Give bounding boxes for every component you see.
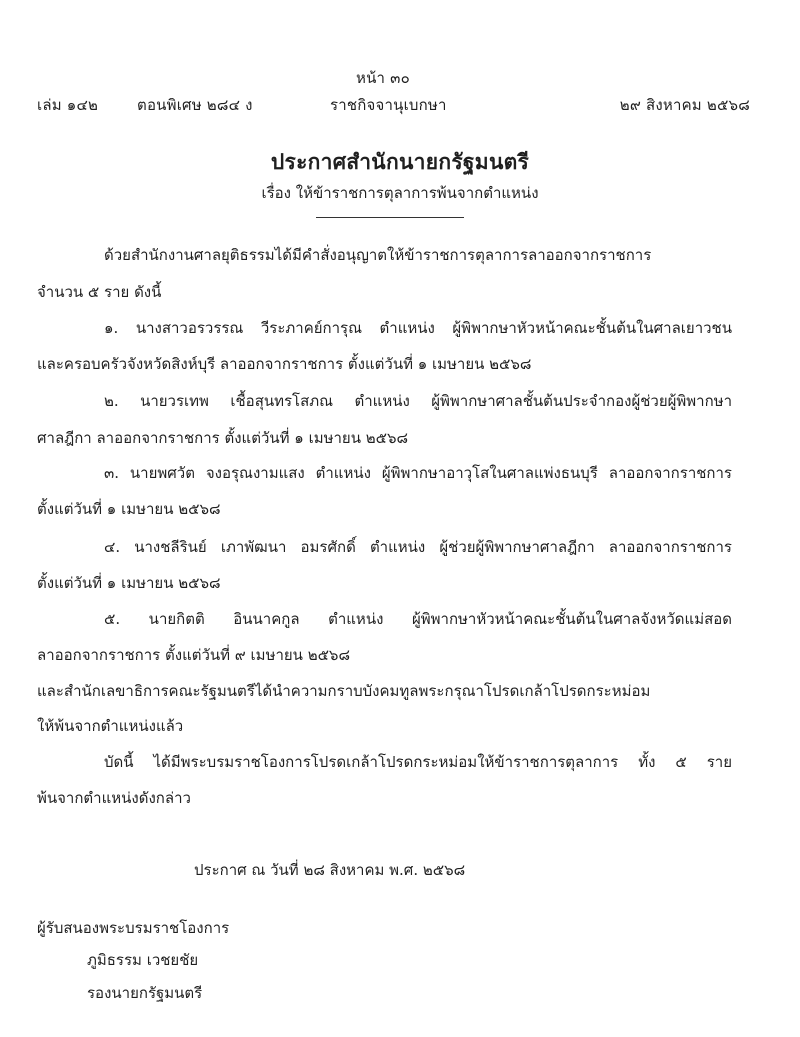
item-1-line-1: ๑. นางสาวอรวรรณ วีระภาคย์การุณ ตำแหน่ง ผู้พิพากษาหัวหน้าคณะชั้นต้นในศาลเยาวชน: [104, 319, 732, 337]
intro-line-2: จำนวน ๕ ราย ดังนี้: [37, 283, 162, 301]
royal-command-line-2: พ้นจากตำแหน่งดังกล่าว: [37, 789, 191, 807]
countersign-label: ผู้รับสนองพระบรมราชโองการ: [37, 919, 230, 937]
secretariat-line-1: และสำนักเลขาธิการคณะรัฐมนตรีได้นำความกราบบังคมทูลพระกรุณาโปรดเกล้าโปรดกระหม่อม: [37, 682, 651, 700]
item-3-line-1: ๓. นายพศวัต จงอรุณงามแสง ตำแหน่ง ผู้พิพากษาอาวุโสในศาลแพ่งธนบุรี ลาออกจากราชการ: [104, 464, 732, 482]
announcement-date: ประกาศ ณ วันที่ ๒๘ สิงหาคม พ.ศ. ๒๕๖๘: [194, 861, 466, 879]
item-5-line-2: ลาออกจากราชการ ตั้งแต่วันที่ ๙ เมษายน ๒๕๖๘: [37, 646, 351, 664]
intro-line-1: ด้วยสำนักงานศาลยุติธรรมได้มีคำสั่งอนุญาตให้ข้าราชการตุลาการลาออกจากราชการ: [104, 246, 652, 264]
item-2-line-2: ศาลฎีกา ลาออกจากราชการ ตั้งแต่วันที่ ๑ เมษายน ๒๕๖๘: [37, 429, 409, 447]
page-number: หน้า ๓๐: [356, 69, 410, 87]
secretariat-line-2: ให้พ้นจากตำแหน่งแล้ว: [37, 717, 184, 735]
volume-number: เล่ม ๑๔๒: [37, 96, 99, 114]
item-3-line-2: ตั้งแต่วันที่ ๑ เมษายน ๒๕๖๘: [37, 500, 221, 518]
item-4-line-1: ๔. นางชลีรินย์ เภาพัฒนา อมรศักดิ์ ตำแหน่ง ผู้ช่วยผู้พิพากษาศาลฎีกา ลาออกจากราชการ: [104, 538, 732, 556]
signatory-position: รองนายกรัฐมนตรี: [87, 984, 203, 1002]
gazette-name: ราชกิจจานุเบกษา: [330, 96, 447, 114]
item-5-line-1: ๕. นายกิตติ อินนาคกูล ตำแหน่ง ผู้พิพากษาหัวหน้าคณะชั้นต้นในศาลจังหวัดแม่สอด: [104, 610, 732, 628]
title-divider: [316, 217, 464, 218]
gazette-date: ๒๙ สิงหาคม ๒๕๖๘: [619, 96, 750, 114]
announcement-subject: เรื่อง ให้ข้าราชการตุลาการพ้นจากตำแหน่ง: [261, 184, 539, 202]
signatory-name: ภูมิธรรม เวชยชัย: [87, 951, 199, 969]
announcement-title: ประกาศสำนักนายกรัฐมนตรี: [270, 149, 530, 174]
issue-number: ตอนพิเศษ ๒๘๔ ง: [137, 96, 253, 114]
item-1-line-2: และครอบครัวจังหวัดสิงห์บุรี ลาออกจากราชการ ตั้งแต่วันที่ ๑ เมษายน ๒๕๖๘: [37, 355, 532, 373]
item-2-line-1: ๒. นายวรเทพ เชื้อสุนทรโสภณ ตำแหน่ง ผู้พิพากษาศาลชั้นต้นประจำกองผู้ช่วยผู้พิพากษา: [104, 392, 732, 410]
item-4-line-2: ตั้งแต่วันที่ ๑ เมษายน ๒๕๖๘: [37, 574, 221, 592]
royal-command-line-1: บัดนี้ ได้มีพระบรมราชโองการโปรดเกล้าโปรดกระหม่อมให้ข้าราชการตุลาการ ทั้ง ๕ ราย: [104, 753, 732, 771]
